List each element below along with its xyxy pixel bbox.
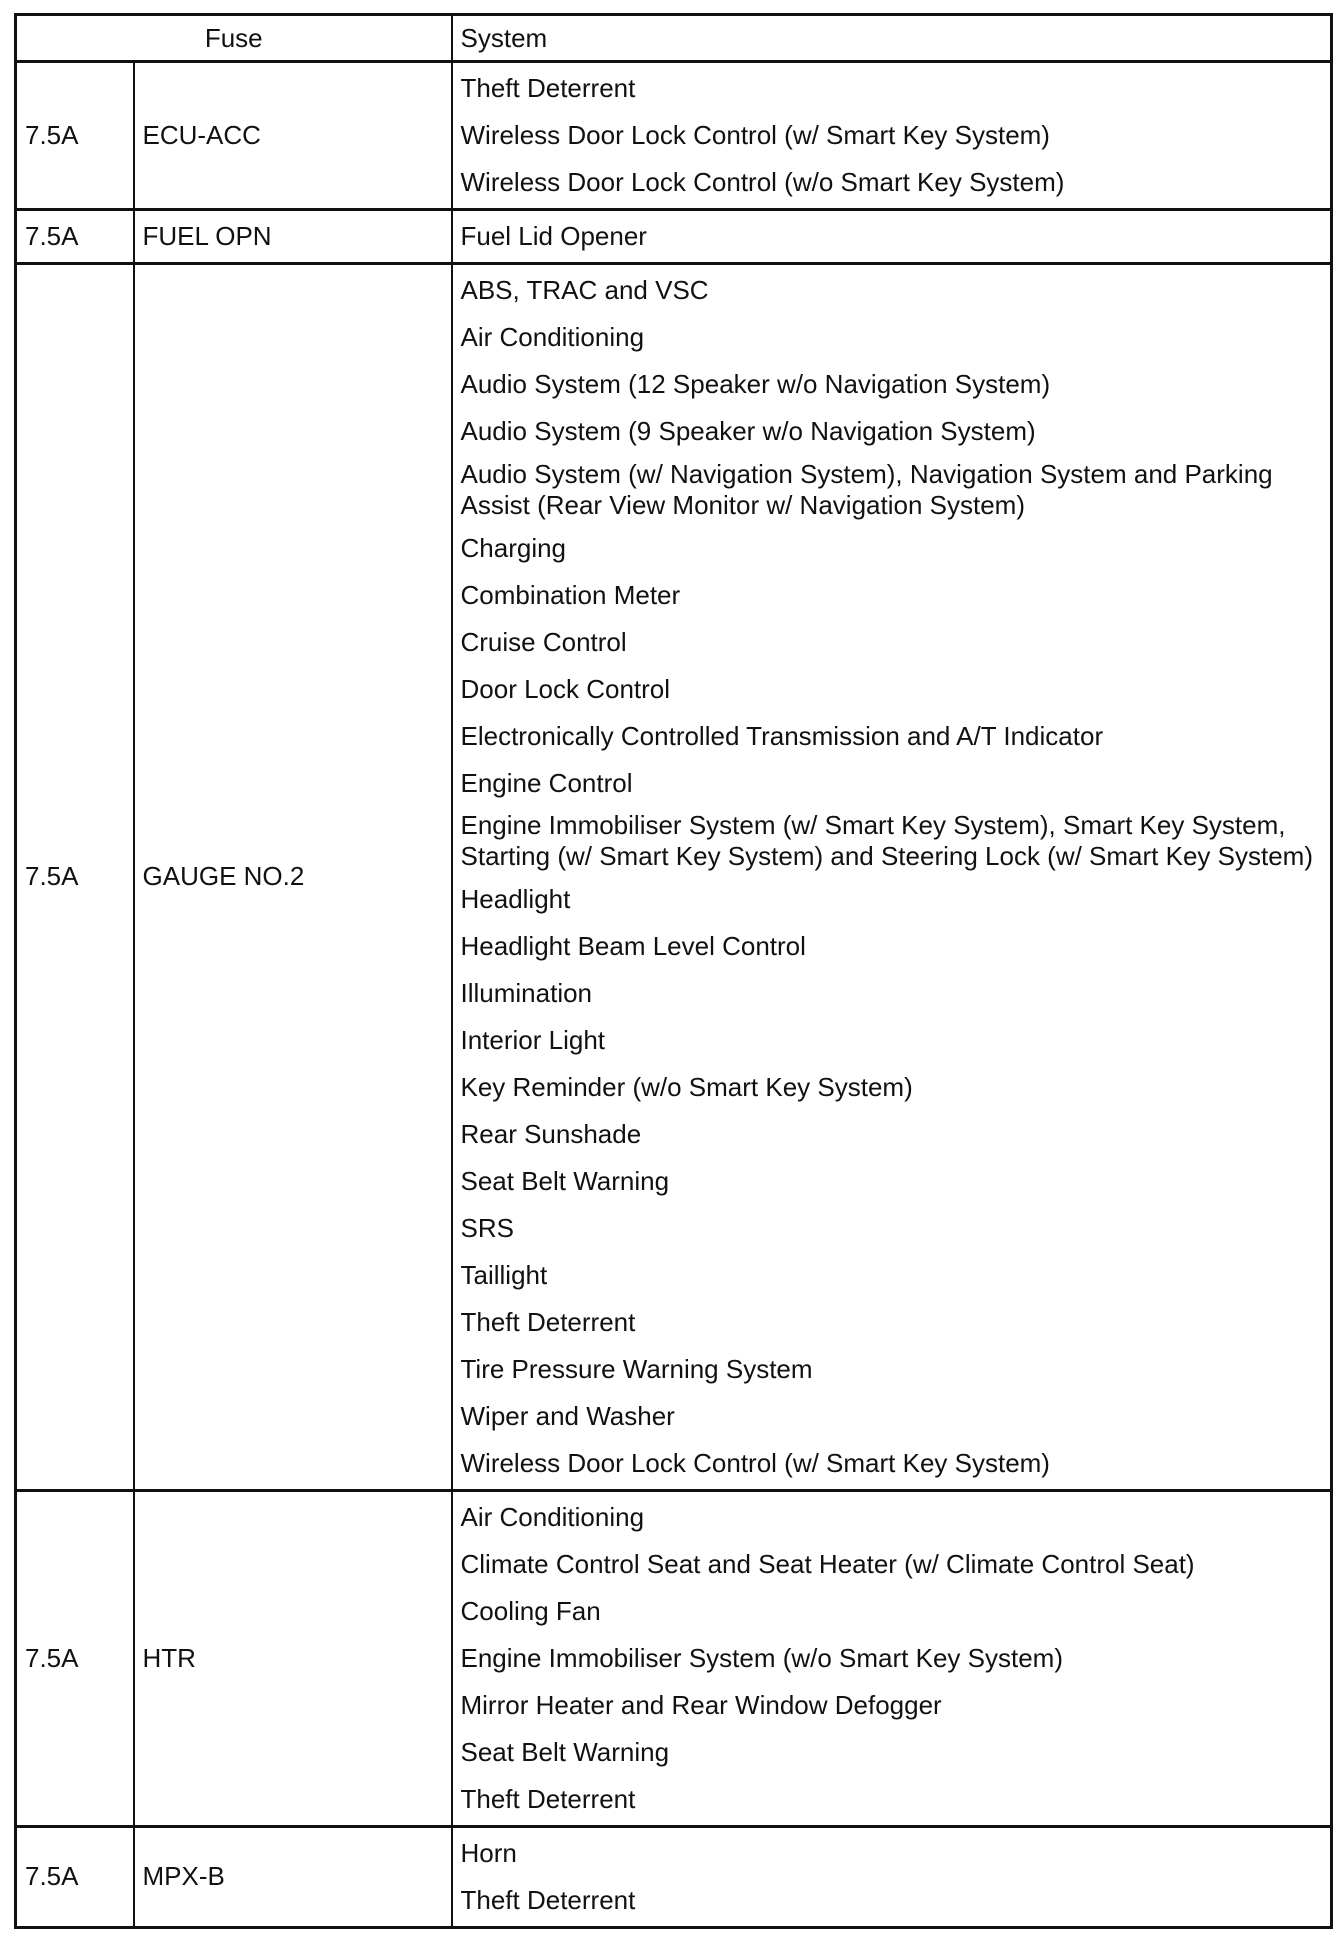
system-item: Horn	[460, 1837, 517, 1868]
table-row	[16, 62, 1332, 210]
system-item: Audio System (12 Speaker w/o Navigation System)	[460, 369, 1051, 400]
fuse-amperage: 7.5A	[16, 264, 134, 1491]
fuse-name: FUEL OPN	[134, 210, 452, 264]
fuse-name: GAUGE NO.2	[134, 264, 452, 1491]
system-item: Interior Light	[460, 1024, 606, 1055]
system-item: Audio System (9 Speaker w/o Navigation System)	[460, 416, 1036, 447]
system-item: Electronically Controlled Transmission and A/T Indicator	[460, 720, 1104, 751]
system-item: Audio System (w/ Navigation System), Navigation System and Parking Assist (Rear View Monitor w/ Navigation System)	[460, 459, 1273, 520]
system-item: Mirror Heater and Rear Window Defogger	[460, 1689, 942, 1720]
system-item: Theft Deterrent	[460, 1783, 636, 1814]
system-item: SRS	[460, 1212, 514, 1243]
system-item: Theft Deterrent	[460, 1884, 636, 1915]
system-item: Fuel Lid Opener	[460, 221, 647, 252]
system-item: Headlight Beam Level Control	[460, 930, 806, 961]
fuse-amperage: 7.5A	[16, 1490, 134, 1826]
system-item: Charging	[460, 532, 567, 563]
system-list	[452, 1490, 1332, 1826]
system-item: Door Lock Control	[460, 673, 671, 704]
system-item: ABS, TRAC and VSC	[460, 275, 709, 306]
system-item: Engine Immobiliser System (w/ Smart Key System), Smart Key System, Starting (w/ Smart Key System) and Steering Lock (w/ Smart Key System)	[460, 810, 1313, 872]
fuse-amperage: 7.5A	[16, 210, 134, 264]
header-fuse: Fuse	[16, 15, 452, 62]
system-item: Wireless Door Lock Control (w/ Smart Key System)	[460, 1447, 1050, 1478]
fuse-table-body	[16, 62, 1332, 1928]
header-row	[16, 15, 1332, 62]
system-list	[452, 1826, 1332, 1927]
system-item: Theft Deterrent	[460, 73, 636, 104]
system-item: Combination Meter	[460, 579, 681, 610]
system-item: Engine Immobiliser System (w/o Smart Key System)	[460, 1642, 1063, 1673]
system-item: Engine Control	[460, 767, 633, 798]
system-item: Illumination	[460, 977, 593, 1008]
fuse-name: MPX-B	[134, 1826, 452, 1927]
table-row	[16, 1490, 1332, 1826]
system-item: Wireless Door Lock Control (w/o Smart Key System)	[460, 167, 1065, 198]
table-row	[16, 264, 1332, 1491]
system-item: Wiper and Washer	[460, 1400, 675, 1431]
fuse-amperage: 7.5A	[16, 1826, 134, 1927]
table-row	[16, 1826, 1332, 1927]
system-item: Key Reminder (w/o Smart Key System)	[460, 1071, 913, 1102]
system-item: Air Conditioning	[460, 322, 645, 353]
system-item: Rear Sunshade	[460, 1118, 642, 1149]
fuse-name: HTR	[134, 1490, 452, 1826]
system-item: Taillight	[460, 1259, 548, 1290]
system-list	[452, 62, 1332, 210]
fuse-name: ECU-ACC	[134, 62, 452, 210]
system-item: Air Conditioning	[460, 1501, 645, 1532]
header-system: System	[452, 15, 1332, 62]
system-item: Tire Pressure Warning System	[460, 1353, 813, 1384]
table-row	[16, 210, 1332, 264]
system-list	[452, 210, 1332, 264]
fuse-amperage: 7.5A	[16, 62, 134, 210]
system-item: Seat Belt Warning	[460, 1165, 670, 1196]
system-item: Headlight	[460, 883, 571, 914]
system-item: Cruise Control	[460, 626, 627, 657]
system-item: Wireless Door Lock Control (w/ Smart Key System)	[460, 120, 1050, 151]
system-list	[452, 264, 1332, 1491]
system-item: Climate Control Seat and Seat Heater (w/ Climate Control Seat)	[460, 1548, 1195, 1579]
system-item: Seat Belt Warning	[460, 1736, 670, 1767]
fuse-table	[14, 13, 1333, 1929]
system-item: Theft Deterrent	[460, 1306, 636, 1337]
system-item: Cooling Fan	[460, 1595, 601, 1626]
